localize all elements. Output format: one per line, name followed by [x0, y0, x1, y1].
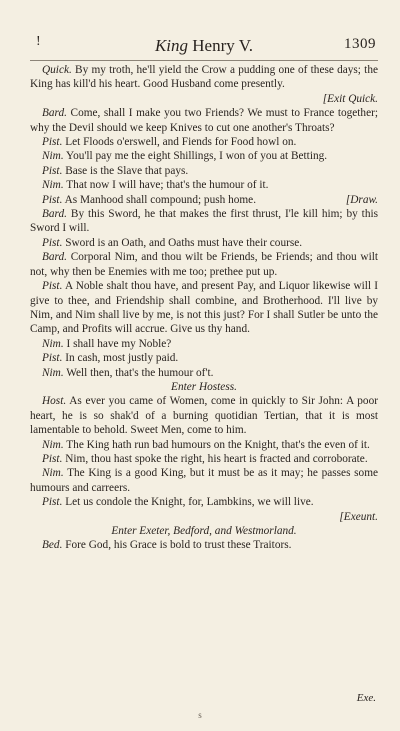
- speech-text: Corporal Nim, and thou wilt be Friends, be Friends; and thou wilt not, why then be Enemies with me too; prethee put up.: [30, 251, 378, 278]
- speech-text: As Manhood shall compound; push home.: [62, 193, 257, 206]
- speech-text: Let us condole the Knight, for, Lambkins, we will live.: [62, 496, 314, 509]
- stage-direction: [30, 524, 378, 538]
- speaker-name: Host.: [42, 395, 67, 408]
- speech: [30, 495, 378, 524]
- speech: [30, 337, 378, 351]
- speaker-name: Pist.: [42, 164, 63, 177]
- speaker-name: Nim.: [42, 150, 64, 163]
- speaker-name: Nim.: [42, 438, 64, 451]
- exit-direction: [Exit Quick.: [322, 92, 378, 105]
- enter-text: Enter Exeter, Bedford, and Westmorland.: [111, 525, 297, 537]
- speaker-name: Pist.: [42, 452, 63, 465]
- speech-text: The King hath run bad humours on the Knight, that's the even of it.: [63, 438, 370, 451]
- speech: [30, 164, 378, 178]
- speaker-name: Pist.: [42, 352, 63, 365]
- speaker-name: Pist.: [42, 496, 63, 509]
- speech-text: Nim, thou hast spoke the right, his heart is fracted and corroborate.: [62, 452, 368, 465]
- enter-text: Enter Hostess.: [171, 380, 237, 393]
- speech: [30, 106, 378, 135]
- speech: [30, 438, 378, 452]
- speech-text: Sword is an Oath, and Oaths must have their course.: [62, 236, 303, 249]
- speaker-name: Bard.: [42, 251, 67, 264]
- speech-text: The King is a good King, but it must be as it may; he passes some humours and carreers.: [30, 467, 378, 494]
- header-mark: !: [36, 34, 41, 49]
- speaker-name: Nim.: [42, 366, 64, 379]
- speaker-name: Bard.: [42, 107, 67, 120]
- speech-text: Let Floods o'erswell, and Fiends for Food howl on.: [62, 136, 297, 149]
- exit-direction: [Exeunt.: [339, 510, 378, 523]
- speech: [30, 236, 378, 250]
- speech: [30, 452, 378, 466]
- speaker-name: Pist.: [42, 136, 63, 149]
- speaker-name: Pist.: [42, 193, 63, 206]
- running-header: [30, 36, 378, 61]
- play-text: [30, 63, 378, 553]
- speech-text: I shall have my Noble?: [63, 337, 172, 350]
- speech-text: Fore God, his Grace is bold to trust these Traitors.: [62, 539, 292, 552]
- speech: [30, 193, 378, 207]
- catchword: Exe.: [356, 692, 376, 704]
- title-rest: Henry V.: [188, 36, 254, 55]
- speaker-name: Nim.: [42, 337, 64, 350]
- speech: [30, 135, 378, 149]
- title-king: King: [154, 36, 189, 55]
- speech-text: In cash, most justly paid.: [62, 352, 179, 365]
- speech-text: Base is the Slave that pays.: [62, 164, 189, 177]
- speaker-name: Nim.: [42, 467, 64, 480]
- speech-text: A Noble shalt thou have, and present Pay, and Liquor likewise will I give to thee, and Friendship shall combine, and Brotherhood. I'll live by Nim, and Nim shall live by me, is not this just? For I shall Sutler be unto the Camp, and Profits will accrue. Give us thy hand.: [30, 280, 378, 336]
- speaker-name: Bed.: [42, 539, 63, 552]
- speaker-name: Pist.: [42, 280, 63, 293]
- speech: [30, 394, 378, 437]
- speech-text: That now I will have; that's the humour of it.: [63, 179, 269, 192]
- speech: [30, 351, 378, 365]
- speaker-name: Nim.: [42, 179, 64, 192]
- speech-text: Well then, that's the humour of't.: [63, 366, 214, 379]
- speech-text: You'll pay me the eight Shillings, I won of you at Betting.: [63, 150, 328, 163]
- speech-text: As ever you came of Women, come in quickly to Sir John: A poor heart, he is so shak'd of a burning quotidian Tertian, that it is most lamentable to behold. Sweet Men, come to him.: [30, 395, 378, 437]
- speech: [30, 178, 378, 192]
- signature-mark: s: [198, 710, 202, 720]
- speech: [30, 207, 378, 236]
- speech-text: By my troth, he'll yield the Crow a pudding one of these days; the King has kill'd his heart. Good Husband come presently.: [30, 64, 378, 91]
- speech-text: Come, shall I make you two Friends? We must to France together; why the Devil should we keep Knives to cut one another's Throats?: [30, 107, 378, 134]
- speech-text: By this Sword, he that makes the first thrust, I'le kill him; by this Sword I will.: [30, 208, 378, 235]
- speech: [30, 250, 378, 279]
- page-number: 1309: [344, 36, 376, 52]
- speech: [30, 466, 378, 495]
- speaker-name: Bard.: [42, 208, 67, 221]
- speech: [30, 538, 378, 552]
- running-title: [30, 36, 378, 56]
- speaker-name: Pist.: [42, 236, 63, 249]
- speech: [30, 366, 378, 380]
- speech: [30, 63, 378, 106]
- speech: [30, 279, 378, 337]
- stage-direction-inline: [Draw.: [345, 193, 378, 206]
- stage-direction: [30, 380, 378, 394]
- speaker-name: Quick.: [42, 64, 72, 76]
- speech: [30, 149, 378, 163]
